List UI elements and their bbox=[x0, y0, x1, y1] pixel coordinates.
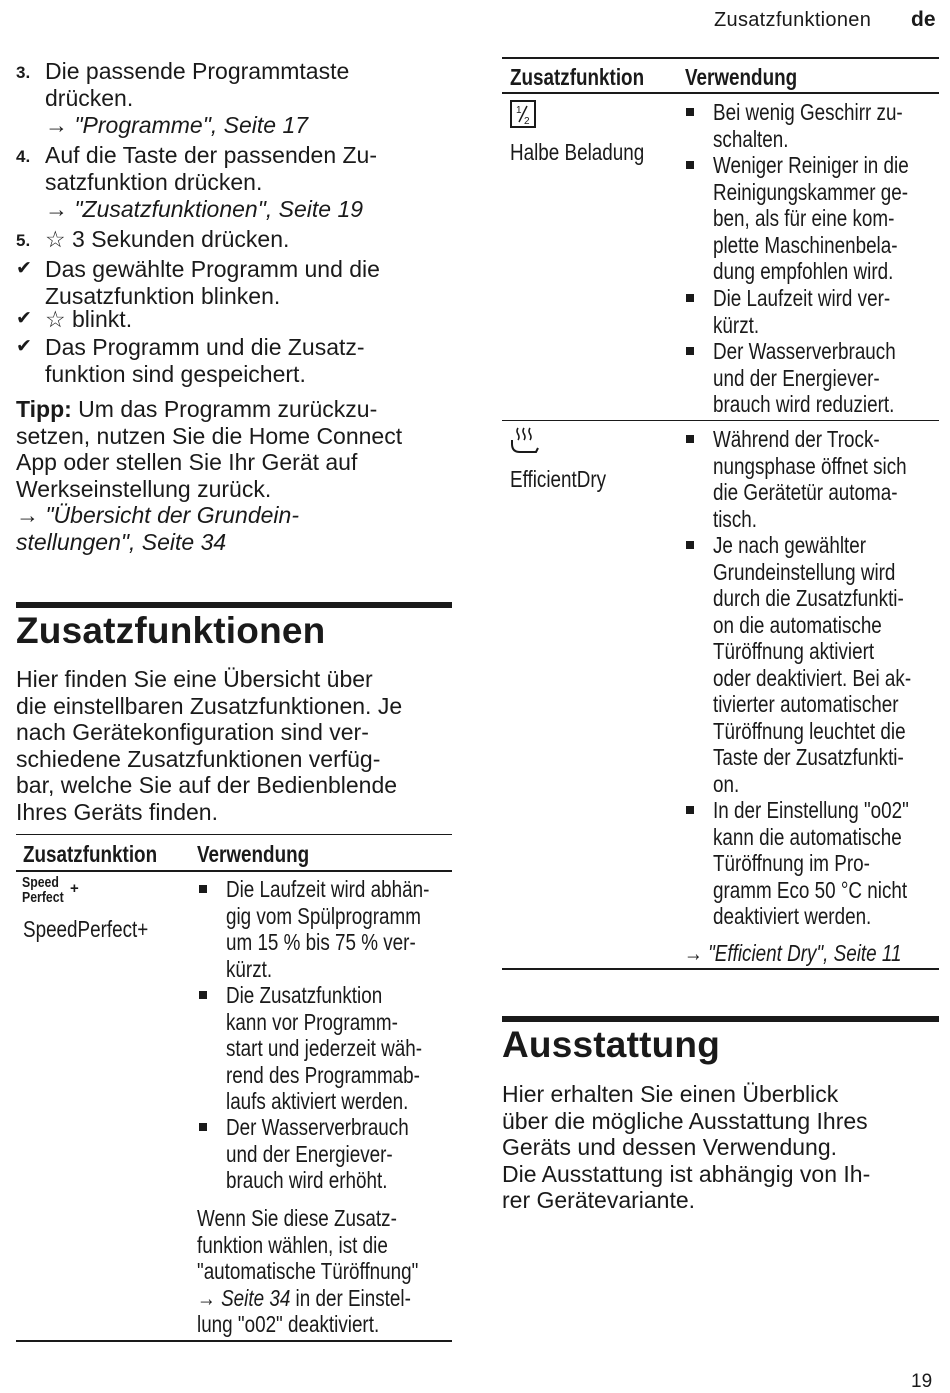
step-text: Auf die Taste der passenden Zu- bbox=[45, 142, 378, 168]
step-number: 4. bbox=[16, 147, 31, 166]
intro-line: über die mögliche Ausstattung Ihres bbox=[502, 1107, 868, 1134]
step-reference: → "Zusatzfunktionen", Seite 19 bbox=[45, 196, 364, 222]
section-rule bbox=[16, 602, 452, 608]
step-text: ☆ 3 Sekunden drücken. bbox=[45, 226, 290, 252]
table-header-function: Zusatzfunktion bbox=[510, 64, 645, 90]
half-load-icon bbox=[510, 100, 536, 133]
table-row-rule bbox=[502, 420, 939, 421]
bullet-square bbox=[686, 435, 694, 443]
intro-line: nach Gerätekonfiguration sind ver- bbox=[16, 719, 369, 745]
result-text: Das gewählte Programm und die bbox=[45, 256, 380, 282]
step-reference: → "Programme", Seite 17 bbox=[45, 112, 309, 138]
table-header-usage: Verwendung bbox=[685, 64, 798, 90]
step-text: satzfunktion drücken. bbox=[45, 169, 263, 195]
check-icon: ✔ bbox=[16, 308, 32, 329]
function-name-efficientdry: EfficientDry bbox=[510, 466, 607, 492]
intro-line: Die Ausstattung ist abhängig von Ih- bbox=[502, 1160, 871, 1187]
tip-label: Tipp: bbox=[16, 396, 72, 422]
bullet-square bbox=[199, 885, 207, 893]
bullet-square bbox=[686, 541, 694, 549]
intro-line: die einstellbaren Zusatzfunktionen. Je bbox=[16, 692, 403, 719]
tip-text: App oder stellen Sie Ihr Gerät auf bbox=[16, 449, 358, 475]
page-number: 19 bbox=[911, 1371, 933, 1392]
section-title-ausstattung: Ausstattung bbox=[502, 1024, 721, 1065]
intro-line: schiedene Zusatzfunktionen verfüg- bbox=[16, 745, 381, 772]
result-text: Das Programm und die Zusatz- bbox=[45, 334, 365, 360]
tip-text: setzen, nutzen Sie die Home Connect bbox=[16, 422, 403, 449]
table-bottom-rule bbox=[16, 1340, 452, 1342]
efficientdry-reference: → "Efficient Dry", Seite 11 bbox=[684, 940, 902, 966]
running-header-language: de bbox=[911, 8, 936, 31]
bullet-square bbox=[686, 161, 694, 169]
tip-text: Werkseinstellung zurück. bbox=[16, 475, 272, 502]
result-text: Zusatzfunktion blinken. bbox=[45, 283, 281, 309]
svg-text:1: 1 bbox=[516, 105, 522, 116]
tip-reference: → "Übersicht der Grundein- bbox=[16, 502, 299, 528]
table-top-rule bbox=[16, 834, 452, 835]
table-bottom-rule bbox=[502, 968, 939, 970]
note-reference: → Seite 34 bbox=[197, 1285, 291, 1311]
table-header-rule bbox=[502, 92, 939, 94]
table-header-usage: Verwendung bbox=[197, 841, 310, 867]
function-name-half-load: Halbe Beladung bbox=[510, 139, 645, 165]
intro-line: Hier finden Sie eine Übersicht über bbox=[16, 666, 373, 692]
result-text: ☆ blinkt. bbox=[45, 306, 133, 332]
bullet-square bbox=[686, 806, 694, 814]
bullet-square bbox=[686, 108, 694, 116]
speedperfect-icon: Speed Perfect + bbox=[22, 874, 79, 906]
step-text: drücken. bbox=[45, 85, 134, 111]
section-rule bbox=[502, 1016, 939, 1022]
section-title-zusatzfunktionen: Zusatzfunktionen bbox=[16, 610, 326, 651]
step-text: Die passende Programmtaste bbox=[45, 58, 350, 84]
tip-text: Um das Programm zurückzu- bbox=[71, 396, 378, 422]
intro-line: Hier erhalten Sie einen Überblick bbox=[502, 1081, 839, 1107]
intro-line: rer Gerätevariante. bbox=[502, 1187, 696, 1213]
check-icon: ✔ bbox=[16, 258, 32, 279]
bullet-square bbox=[686, 347, 694, 355]
step-number: 5. bbox=[16, 231, 31, 250]
bullet-square bbox=[199, 991, 207, 999]
bullet-square bbox=[686, 294, 694, 302]
running-header-section: Zusatzfunktionen bbox=[714, 9, 872, 31]
table-header-function: Zusatzfunktion bbox=[23, 841, 158, 867]
tip-reference: stellungen", Seite 34 bbox=[16, 528, 227, 555]
result-text: funktion sind gespeichert. bbox=[45, 361, 306, 387]
bullet-square bbox=[199, 1123, 207, 1131]
intro-line: bar, welche Sie auf der Bedienblende bbox=[16, 772, 398, 798]
table-top-rule bbox=[502, 57, 939, 59]
svg-text:2: 2 bbox=[524, 116, 530, 127]
section-intro bbox=[16, 666, 402, 825]
function-name-speedperfect: SpeedPerfect+ bbox=[23, 916, 149, 942]
efficient-dry-icon bbox=[510, 426, 540, 459]
intro-line: Ihres Geräts finden. bbox=[16, 798, 218, 825]
section-intro bbox=[502, 1081, 870, 1214]
table-header-rule bbox=[16, 870, 452, 872]
check-icon: ✔ bbox=[16, 336, 32, 357]
step-number: 3. bbox=[16, 63, 31, 82]
tip-paragraph bbox=[16, 396, 402, 555]
intro-line: Geräts und dessen Verwendung. bbox=[502, 1134, 838, 1160]
